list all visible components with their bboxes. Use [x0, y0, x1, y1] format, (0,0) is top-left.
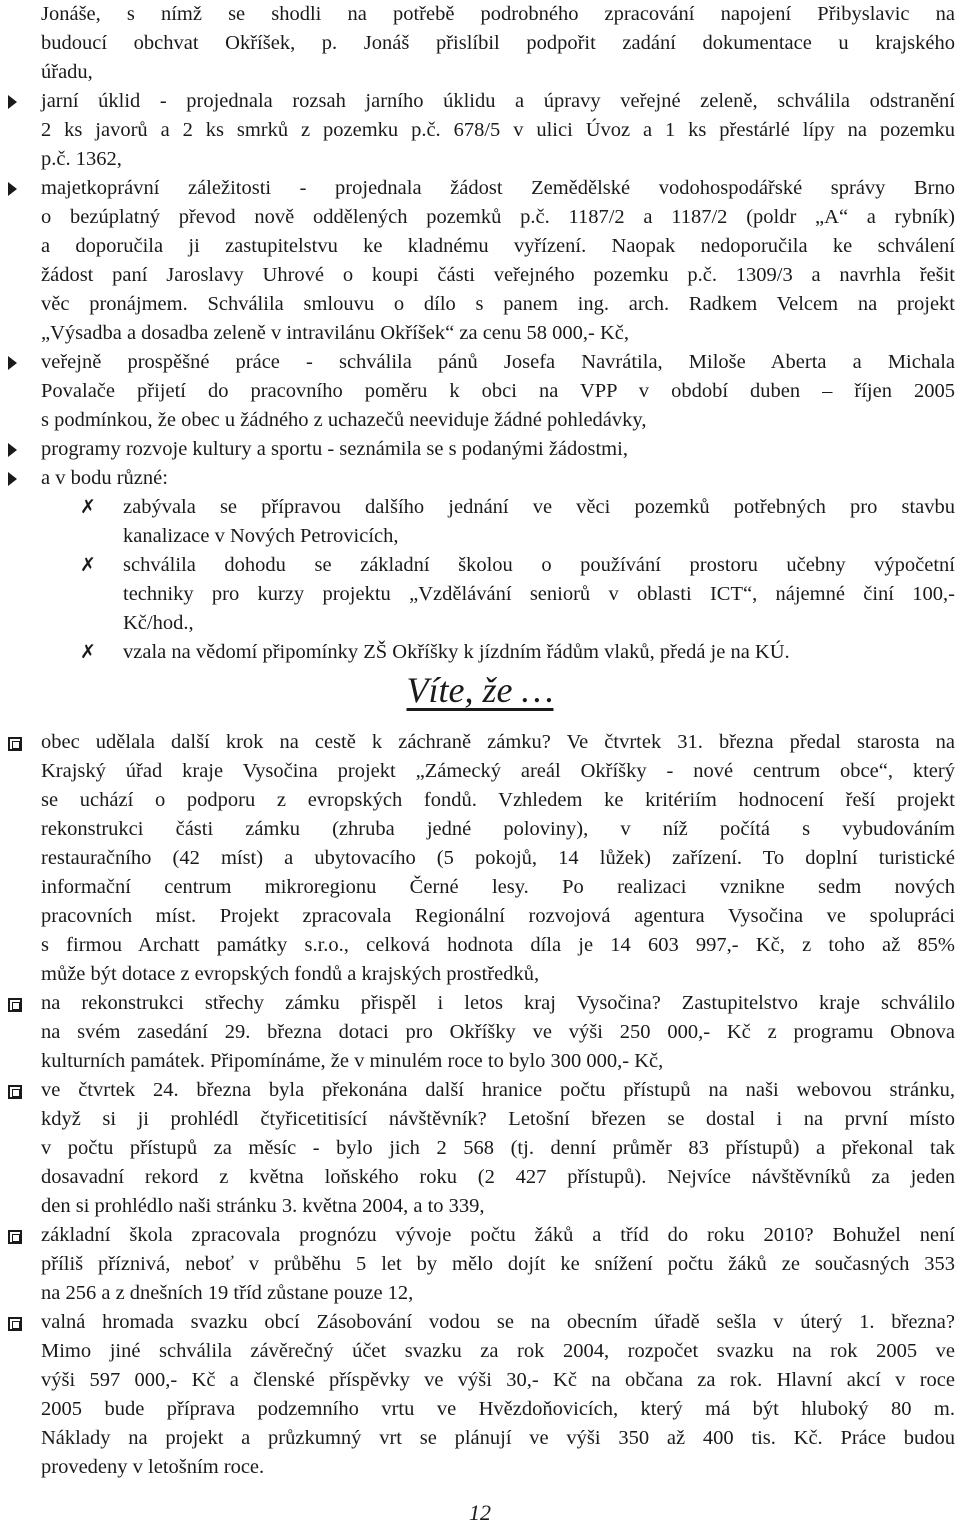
cross-bullet-icon: ✗ — [80, 641, 96, 663]
text-line: kulturních památek. Připomínáme, že v minulém roce to bylo 300 000,- Kč, — [41, 1050, 664, 1072]
text-line: dosavadní rekord z května loňského roku (2 427 přístupů). Nejvíce návštěvníků za jeden — [41, 1166, 955, 1188]
text-line: programy rozvoje kultury a sportu - seznámila se s podanými žádostmi, — [41, 438, 628, 460]
square-bullet-icon — [8, 1230, 22, 1244]
text-line: může být dotace z evropských fondů a krajských prostředků, — [41, 963, 540, 985]
text-line: vzala na vědomí připomínky ZŠ Okříšky k jízdním řádům vlaků, předá je na KÚ. — [123, 641, 790, 663]
text-line: Povalače přijetí do pracovního poměru k obci na VPP v období duben – říjen 2005 — [41, 380, 955, 402]
text-line: 2005 bude příprava podzemního vrtu ve Hvězdoňovicích, který má být hluboký 80 m. — [41, 1398, 955, 1420]
square-bullet-icon — [8, 1085, 22, 1099]
text-line: žádost paní Jaroslavy Uhrové o koupi části veřejného pozemku p.č. 1309/3 a navrhla řešit — [41, 264, 955, 286]
text-line: s firmou Archatt památky s.r.o., celková hodnota díla je 14 603 997,- Kč, z toho až 85% — [41, 934, 955, 956]
text-line: pracovních míst. Projekt zpracovala Regionální rozvojová agentura Vysočina ve spolupráci — [41, 905, 955, 927]
triangle-bullet-icon — [8, 182, 17, 196]
text-line: Náklady na projekt a průzkumný vrt se plánují ve výši 350 až 400 tis. Kč. Práce budou — [41, 1427, 955, 1449]
square-bullet-icon — [8, 998, 22, 1012]
text-line: Kč/hod., — [123, 612, 194, 634]
text-line: když si ji prohlédl čtyřicetitisící návštěvník? Letošní březen se dostal i na první místo — [41, 1108, 955, 1130]
text-line: úřadu, — [41, 61, 93, 83]
cross-bullet-icon: ✗ — [80, 496, 96, 518]
text-line: ve čtvrtek 24. března byla překonána další hranice počtu přístupů na naši webovou stránku, — [41, 1079, 955, 1101]
text-line: o bezúplatný převod nově oddělených pozemků p.č. 1187/2 a 1187/2 (poldr „A“ a rybník) — [41, 206, 955, 228]
section-heading: Víte, že … — [406, 670, 554, 710]
text-line: p.č. 1362, — [41, 148, 122, 170]
text-line: na svém zasedání 29. března dotaci pro Okříšky ve výši 250 000,- Kč z programu Obnova — [41, 1021, 955, 1043]
text-line: na 256 a z dnešních 19 tříd zůstane pouze 12, — [41, 1282, 414, 1304]
text-line: restauračního (42 míst) a ubytovacího (5 pokojů, 14 lůžek) zařízení. To doplní turistické — [41, 847, 955, 869]
text-line: jarní úklid - projednala rozsah jarního úklidu a úpravy veřejné zeleně, schválila odstranění — [41, 90, 955, 112]
text-line: příliš příznivá, neboť v průběhu 5 let by mělo dojít ke snížení počtu žáků ze současných 353 — [41, 1253, 955, 1275]
text-line: s podmínkou, že obec u žádného z uchazečů neeviduje žádné pohledávky, — [41, 409, 647, 431]
text-line: valná hromada svazku obcí Zásobování vodou se na obecním úřadě sešla v úterý 1. března? — [41, 1311, 955, 1333]
text-line: den si prohlédlo naši stránku 3. května 2004, a to 339, — [41, 1195, 485, 1217]
text-line: a doporučila ji zastupitelstvu ke kladnému vyřízení. Naopak nedoporučila ke schválení — [41, 235, 955, 257]
triangle-bullet-icon — [8, 472, 17, 486]
text-line: kanalizace v Nových Petrovicích, — [123, 525, 399, 547]
text-line: a v bodu různé: — [41, 467, 168, 489]
text-line: základní škola zpracovala prognózu vývoje počtu žáků a tříd do roku 2010? Bohužel není — [41, 1224, 955, 1246]
page-number: 12 — [469, 1500, 491, 1525]
text-line: se uchází o podporu z evropských fondů. Vzhledem ke kritériím hodnocení řeší projekt — [41, 789, 955, 811]
text-line: Mimo jiné schválila závěrečný účet svazku za rok 2004, rozpočet svazku na rok 2005 ve — [41, 1340, 955, 1362]
text-line: budoucí obchvat Okříšek, p. Jonáš přislíbil podpořit zadání dokumentace u krajského — [41, 32, 955, 54]
triangle-bullet-icon — [8, 356, 17, 370]
text-line: schválila dohodu se základní školou o používání prostoru učebny výpočetní — [123, 554, 955, 576]
text-line: 2 ks javorů a 2 ks smrků z pozemku p.č. 678/5 v ulici Úvoz a 1 ks přestárlé lípy na pozemku — [41, 119, 955, 141]
square-bullet-icon — [8, 737, 22, 751]
text-line: provedeny v letošním roce. — [41, 1456, 265, 1478]
text-line: Krajský úřad kraje Vysočina projekt „Zámecký areál Okříšky - nové centrum obce“, který — [41, 760, 955, 782]
text-line: na rekonstrukci střechy zámku přispěl i letos kraj Vysočina? Zastupitelstvo kraje schválilo — [41, 992, 955, 1014]
text-line: věc pronájmem. Schválila smlouvu o dílo s panem ing. arch. Radkem Velcem na projekt — [41, 293, 955, 315]
text-line: Jonáše, s nímž se shodli na potřebě podrobného zpracování napojení Přibyslavic na — [41, 3, 955, 25]
text-line: zabývala se přípravou dalšího jednání ve věci pozemků potřebných pro stavbu — [123, 496, 955, 518]
text-line: veřejně prospěšné práce - schválila pánů Josefa Navrátila, Miloše Aberta a Michala — [41, 351, 955, 373]
triangle-bullet-icon — [8, 95, 17, 109]
text-line: rekonstrukci části zámku (zhruba jedné poloviny), v níž počítá s vybudováním — [41, 818, 955, 840]
text-line: v počtu přístupů za měsíc - bylo jich 2 568 (tj. denní průměr 83 přístupů) a překonal tak — [41, 1137, 955, 1159]
triangle-bullet-icon — [8, 443, 17, 457]
text-line: „Výsadba a dosadba zeleně v intravilánu Okříšek“ za cenu 58 000,- Kč, — [41, 322, 630, 344]
text-line: obec udělala další krok na cestě k záchraně zámku? Ve čtvrtek 31. března předal starosta na — [41, 731, 955, 753]
square-bullet-icon — [8, 1317, 22, 1331]
text-line: techniky pro kurzy projektu „Vzdělávání seniorů v oblasti ICT“, nájemné činí 100,- — [123, 583, 955, 605]
cross-bullet-icon: ✗ — [80, 554, 96, 576]
text-line: výši 597 000,- Kč a členské příspěvky ve výši 30,- Kč na občana za rok. Hlavní akcí v roce — [41, 1369, 955, 1391]
text-line: majetkoprávní záležitosti - projednala žádost Zemědělské vodohospodářské správy Brno — [41, 177, 955, 199]
text-line: informační centrum mikroregionu Černé lesy. Po realizaci vznikne sedm nových — [41, 876, 955, 898]
